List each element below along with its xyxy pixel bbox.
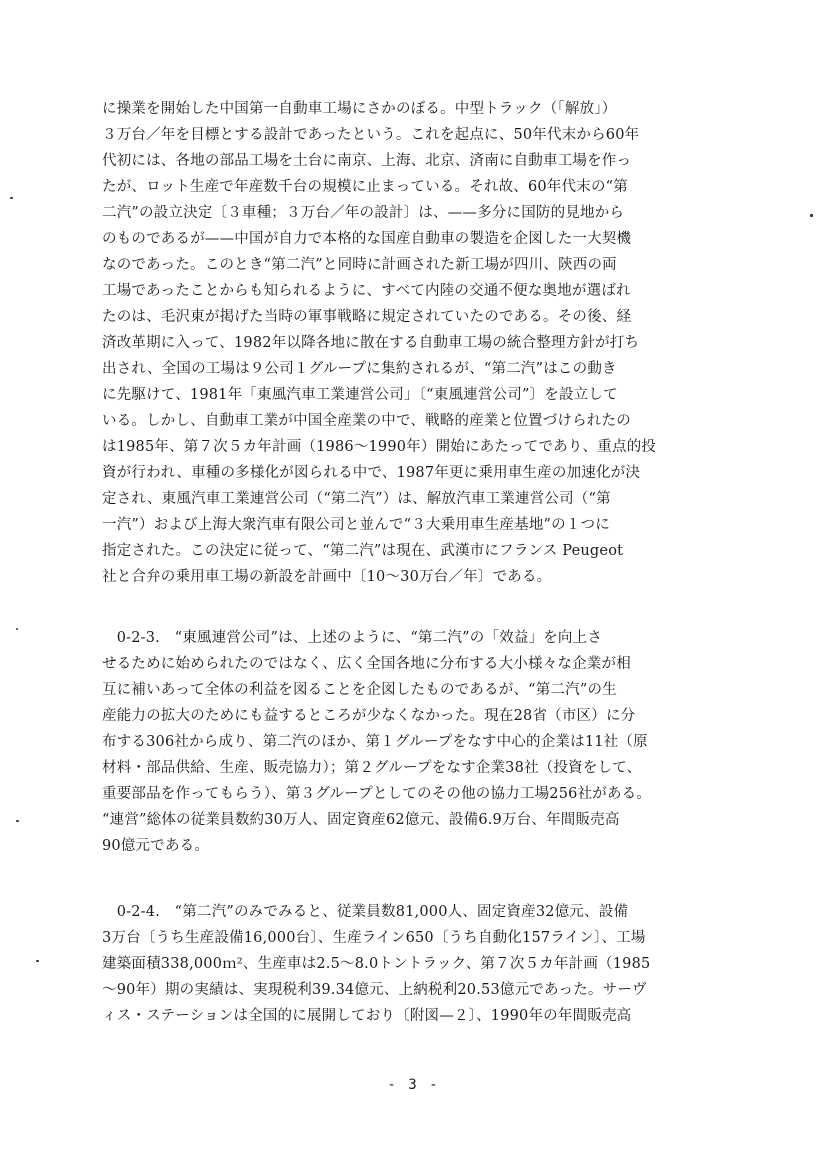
paragraph-0-2-4 xyxy=(102,899,742,1029)
text-line: ィス・ステーションは全国的に展開しており〔附図—２〕、1990年の年間販売高 xyxy=(102,1008,632,1024)
text-line: 済改革期に入って、1982年以降各地に散在する自動車工場の統合整理方針が打ち xyxy=(102,335,640,351)
text-line: 3万台〔うち生産設備16,000台〕、生産ライン650〔うち自動化157ライン〕、工場 xyxy=(102,930,646,946)
scan-speck xyxy=(16,820,19,822)
text-line: 代初には、各地の部品工場を土台に南京、上海、北京、済南に自動車工場を作っ xyxy=(102,153,632,169)
paragraph-0-2-3 xyxy=(102,625,742,859)
text-line: に操業を開始した中国第一自動車工場にさかのぼる。中型トラック（「解放」） xyxy=(102,101,617,117)
text-line: たのは、毛沢東が掲げた当時の軍事戦略に規定されていたのである。その後、経 xyxy=(102,309,632,325)
scan-speck xyxy=(810,214,813,217)
text-line: に先駆けて、1981年「東風汽車工業連営公司」〔“東風連営公司”〕を設立して xyxy=(102,387,618,403)
text-line: 重要部品を作ってもらう）、第３グループとしてのその他の協力工場256社がある。 xyxy=(102,786,652,802)
text-line: なのであった。このとき“第二汽”と同時に計画された新工場が四川、陝西の両 xyxy=(102,257,617,273)
text-line: ～90年）期の実績は、実現税利39.34億元、上納税利20.53億元であった。サーヴ xyxy=(102,982,647,998)
text-line: 0-2-3. “東風連営公司”は、上述のように、“第二汽”の「效益」を向上さ xyxy=(102,630,603,646)
text-line: 建築面積338,000ｍ²、生産車は2.5～8.0トントラック、第７次５カ年計画（1985 xyxy=(102,956,651,972)
text-line: 二汽”の設立決定〔３車種；３万台／年の設計〕は、——多分に国防的見地から xyxy=(102,205,625,221)
text-line: は1985年、第７次５カ年計画（1986～1990年）開始にあたってであり、重点的投 xyxy=(102,439,657,455)
text-line: “連営”総体の従業員数約30万人、固定資産62億元、設備6.9万台、年間販売高 xyxy=(102,812,620,828)
scan-speck xyxy=(10,197,13,199)
scan-speck xyxy=(36,960,39,962)
text-line: 一汽”）および上海大衆汽車有限公司と並んで“３大乗用車生産基地”の１つに xyxy=(102,517,610,533)
text-line: ３万台／年を目標とする設計であったという。これを起点に、50年代末から60年 xyxy=(102,127,640,143)
text-line: せるために始められたのではなく、広く全国各地に分布する大小様々な企業が相 xyxy=(102,656,631,672)
text-line: 工場であったことからも知られるように、すべて内陸の交通不便な奥地が選ばれ xyxy=(102,283,631,299)
text-line: 社と合弁の乗用車工場の新設を計画中〔10～30万台／年〕である。 xyxy=(102,569,552,585)
text-line: 指定された。この決定に従って、“第二汽”は現在、武漢市にフランス Peugeot xyxy=(102,543,624,559)
text-line: 産能力の拡大のためにも益するところが少なくなかった。現在28省（市区）に分 xyxy=(102,708,636,724)
page-number: - 3 - xyxy=(387,1077,440,1093)
text-line: 定され、東風汽車工業連営公司（“第二汽”）は、解放汽車工業連営公司（“第 xyxy=(102,491,611,507)
text-line: 0-2-4. “第二汽”のみでみると、従業員数81,000人、固定資産32億元、設備 xyxy=(102,904,629,920)
text-line: 資が行われ、車種の多様化が図られる中で、1987年更に乗用車生産の加速化が決 xyxy=(102,465,641,481)
text-line: 90億元である。 xyxy=(102,838,210,854)
text-line: たが、ロット生産で年産数千台の規模に止まっている。それ故、60年代末の“第 xyxy=(102,179,628,195)
text-line: いる。しかし、自動車工業が中国全産業の中で、戦略的産業と位置づけられたの xyxy=(102,413,631,429)
text-line: のものであるが——中国が自力で本格的な国産自動車の製造を企図した一大契機 xyxy=(102,231,632,247)
text-line: 出され、全国の工場は９公司１グループに集約されるが、“第二汽”はこの動き xyxy=(102,361,617,377)
paragraph-history xyxy=(102,96,742,590)
text-line: 互に補いあって全体の利益を図ることを企図したものであるが、“第二汽”の生 xyxy=(102,682,617,698)
text-line: 布する306社から成り、第二汽のほか、第１グループをなす中心的企業は11社（原 xyxy=(102,734,648,750)
text-line: 材料・部品供給、生産、販売協力）；第２グループをなす企業38社（投資をして、 xyxy=(102,760,642,776)
scan-speck xyxy=(16,628,18,630)
